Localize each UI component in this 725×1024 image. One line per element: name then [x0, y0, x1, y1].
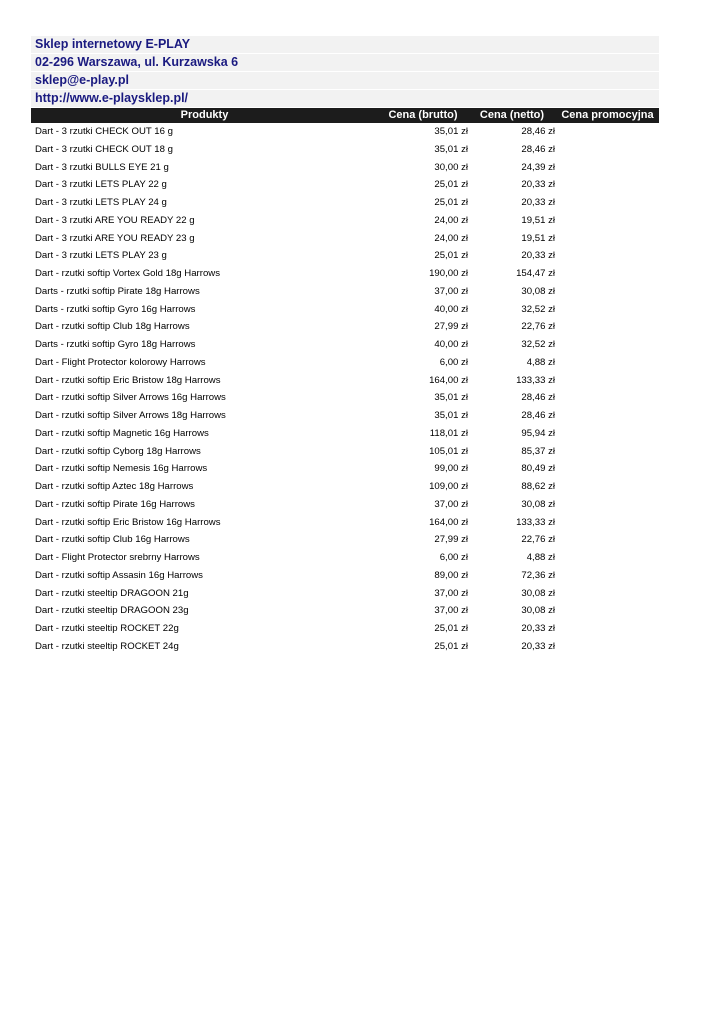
price-net-cell: 4,88 zł [526, 552, 555, 563]
promo-price-cell [555, 141, 659, 159]
table-row [31, 283, 659, 301]
price-net-cell: 80,49 zł [521, 463, 555, 475]
price-gross-cell: 109,00 zł [429, 481, 468, 492]
product-name-cell: Dart - 3 rzutki BULLS EYE 21 g [35, 161, 169, 173]
promo-price-cell [555, 336, 659, 354]
table-row [31, 425, 659, 443]
table-row [31, 123, 659, 141]
price-gross-cell: 25,01 zł [434, 623, 468, 634]
table-row [31, 336, 659, 354]
promo-price-cell [555, 425, 659, 443]
price-gross-cell: 37,00 zł [434, 587, 468, 599]
product-name-cell: Dart - rzutki softip Magnetic 16g Harrows [35, 427, 209, 439]
shop-email: sklep@e-play.pl [31, 72, 659, 89]
table-row [31, 514, 659, 532]
price-net-cell: 32,52 zł [521, 339, 555, 350]
price-net-cell: 30,08 zł [521, 587, 555, 599]
product-name-cell: Dart - rzutki softip Club 18g Harrows [35, 321, 190, 333]
price-net-cell: 133,33 zł [516, 516, 555, 528]
price-gross-cell: 118,01 zł [429, 427, 468, 439]
price-gross-cell: 35,01 zł [434, 410, 468, 421]
price-gross-cell: 24,00 zł [434, 232, 468, 244]
price-gross-cell: 40,00 zł [434, 339, 468, 350]
promo-price-cell [555, 460, 659, 478]
price-gross-cell: 25,01 zł [434, 640, 468, 652]
product-name-cell: Dart - rzutki softip Assasin 16g Harrows [35, 569, 203, 581]
product-name-cell: Darts - rzutki softip Pirate 18g Harrows [35, 285, 200, 297]
price-gross-cell: 6,00 zł [439, 356, 468, 368]
product-name-cell: Dart - 3 rzutki CHECK OUT 18 g [35, 143, 173, 155]
table-row [31, 194, 659, 212]
table-row [31, 478, 659, 496]
price-net-cell: 85,37 zł [521, 445, 555, 457]
promo-price-cell [555, 585, 659, 603]
price-net-cell: 24,39 zł [521, 161, 555, 173]
product-name-cell: Dart - 3 rzutki ARE YOU READY 22 g [35, 214, 195, 226]
table-row [31, 567, 659, 585]
promo-price-cell [555, 407, 659, 425]
price-gross-cell: 105,01 zł [429, 445, 468, 457]
price-gross-cell: 40,00 zł [434, 303, 468, 315]
product-name-cell: Dart - 3 rzutki LETS PLAY 24 g [35, 197, 167, 208]
table-row [31, 443, 659, 461]
column-header-products: Produkty [180, 109, 229, 121]
table-header [31, 108, 659, 123]
promo-price-cell [555, 496, 659, 514]
price-net-cell: 72,36 zł [521, 569, 555, 581]
promo-price-cell [555, 478, 659, 496]
table-row [31, 549, 659, 567]
price-gross-cell: 35,01 zł [434, 143, 468, 155]
product-name-cell: Dart - rzutki softip Eric Bristow 16g Harrows [35, 516, 221, 528]
price-net-cell: 20,33 zł [521, 623, 555, 634]
table-row [31, 638, 659, 656]
price-gross-cell: 164,00 zł [429, 516, 468, 528]
product-name-cell: Dart - 3 rzutki ARE YOU READY 23 g [35, 232, 195, 244]
price-net-cell: 19,51 zł [521, 232, 555, 244]
price-gross-cell: 27,99 zł [434, 534, 468, 546]
price-gross-cell: 37,00 zł [434, 605, 468, 617]
product-name-cell: Dart - rzutki softip Cyborg 18g Harrows [35, 445, 201, 457]
promo-price-cell [555, 354, 659, 372]
promo-price-cell [555, 123, 659, 141]
table-row [31, 301, 659, 319]
price-net-cell: 88,62 zł [521, 481, 555, 492]
promo-price-cell [555, 247, 659, 265]
price-gross-cell: 30,00 zł [434, 161, 468, 173]
product-name-cell: Dart - rzutki softip Pirate 16g Harrows [35, 498, 195, 510]
product-name-cell: Dart - rzutki softip Silver Arrows 16g Harrows [35, 392, 226, 404]
product-name-cell: Dart - rzutki steeltip ROCKET 24g [35, 640, 179, 652]
table-row [31, 407, 659, 425]
promo-price-cell [555, 159, 659, 177]
price-net-cell: 20,33 zł [521, 197, 555, 208]
price-net-cell: 22,76 zł [521, 321, 555, 333]
price-net-cell: 4,88 zł [526, 356, 555, 368]
promo-price-cell [555, 602, 659, 620]
column-header-price-net: Cena (netto) [479, 109, 545, 121]
price-net-cell: 19,51 zł [521, 214, 555, 226]
promo-price-cell [555, 212, 659, 230]
price-net-cell: 20,33 zł [521, 179, 555, 191]
table-row [31, 354, 659, 372]
table-row [31, 141, 659, 159]
product-name-cell: Dart - rzutki softip Silver Arrows 18g Harrows [35, 410, 226, 421]
price-gross-cell: 37,00 zł [434, 285, 468, 297]
price-net-cell: 20,33 zł [521, 250, 555, 262]
product-name-cell: Dart - rzutki steeltip DRAGOON 21g [35, 587, 189, 599]
shop-website: http://www.e-playsklep.pl/ [31, 90, 659, 107]
price-gross-cell: 164,00 zł [429, 374, 468, 386]
promo-price-cell [555, 514, 659, 532]
product-name-cell: Dart - rzutki softip Vortex Gold 18g Harrows [35, 268, 221, 279]
product-name-cell: Dart - rzutki softip Club 16g Harrows [35, 534, 190, 546]
product-name-cell: Dart - Flight Protector kolorowy Harrows [35, 356, 206, 368]
product-name-cell: Dart - 3 rzutki CHECK OUT 16 g [35, 126, 173, 137]
promo-price-cell [555, 638, 659, 656]
product-name-cell: Darts - rzutki softip Gyro 18g Harrows [35, 339, 196, 350]
promo-price-cell [555, 176, 659, 194]
promo-price-cell [555, 194, 659, 212]
promo-price-cell [555, 443, 659, 461]
price-net-cell: 30,08 zł [521, 498, 555, 510]
price-gross-cell: 35,01 zł [434, 392, 468, 404]
promo-price-cell [555, 265, 659, 283]
product-name-cell: Dart - rzutki softip Nemesis 16g Harrows [35, 463, 208, 475]
promo-price-cell [555, 230, 659, 248]
table-row [31, 265, 659, 283]
table-body [31, 123, 659, 656]
table-row [31, 372, 659, 390]
price-net-cell: 28,46 zł [521, 126, 555, 137]
product-name-cell: Dart - Flight Protector srebrny Harrows [35, 552, 200, 563]
price-gross-cell: 37,00 zł [434, 498, 468, 510]
price-gross-cell: 25,01 zł [434, 250, 468, 262]
price-net-cell: 30,08 zł [521, 605, 555, 617]
table-row [31, 460, 659, 478]
price-gross-cell: 99,00 zł [434, 463, 468, 475]
product-name-cell: Dart - rzutki softip Aztec 18g Harrows [35, 481, 194, 492]
table-row [31, 602, 659, 620]
price-gross-cell: 35,01 zł [434, 126, 468, 137]
product-name-cell: Dart - 3 rzutki LETS PLAY 22 g [35, 179, 167, 191]
price-net-cell: 20,33 zł [521, 640, 555, 652]
price-gross-cell: 89,00 zł [434, 569, 468, 581]
promo-price-cell [555, 318, 659, 336]
promo-price-cell [555, 301, 659, 319]
price-gross-cell: 24,00 zł [434, 214, 468, 226]
price-net-cell: 154,47 zł [516, 268, 555, 279]
price-gross-cell: 6,00 zł [439, 552, 468, 563]
price-gross-cell: 190,00 zł [429, 268, 468, 279]
column-header-promo-price: Cena promocyjna [561, 109, 654, 121]
product-name-cell: Dart - rzutki steeltip DRAGOON 23g [35, 605, 189, 617]
table-row [31, 620, 659, 638]
table-row [31, 389, 659, 407]
price-net-cell: 22,76 zł [521, 534, 555, 546]
promo-price-cell [555, 531, 659, 549]
table-row [31, 247, 659, 265]
price-net-cell: 95,94 zł [521, 427, 555, 439]
price-gross-cell: 25,01 zł [434, 197, 468, 208]
price-net-cell: 133,33 zł [516, 374, 555, 386]
promo-price-cell [555, 567, 659, 585]
product-name-cell: Darts - rzutki softip Gyro 16g Harrows [35, 303, 196, 315]
table-row [31, 159, 659, 177]
table-row [31, 496, 659, 514]
promo-price-cell [555, 389, 659, 407]
product-name-cell: Dart - rzutki softip Eric Bristow 18g Harrows [35, 374, 221, 386]
price-net-cell: 28,46 zł [521, 410, 555, 421]
price-gross-cell: 25,01 zł [434, 179, 468, 191]
table-row [31, 176, 659, 194]
table-row [31, 318, 659, 336]
table-row [31, 585, 659, 603]
promo-price-cell [555, 372, 659, 390]
promo-price-cell [555, 283, 659, 301]
product-name-cell: Dart - 3 rzutki LETS PLAY 23 g [35, 250, 167, 262]
price-gross-cell: 27,99 zł [434, 321, 468, 333]
table-row [31, 531, 659, 549]
promo-price-cell [555, 620, 659, 638]
product-name-cell: Dart - rzutki steeltip ROCKET 22g [35, 623, 179, 634]
shop-name: Sklep internetowy E-PLAY [31, 36, 659, 53]
table-row [31, 212, 659, 230]
price-net-cell: 32,52 zł [521, 303, 555, 315]
price-net-cell: 28,46 zł [521, 392, 555, 404]
shop-address: 02-296 Warszawa, ul. Kurzawska 6 [31, 54, 659, 71]
column-header-price-gross: Cena (brutto) [388, 109, 458, 121]
price-net-cell: 30,08 zł [521, 285, 555, 297]
price-list-document [31, 36, 659, 656]
price-net-cell: 28,46 zł [521, 143, 555, 155]
promo-price-cell [555, 549, 659, 567]
table-row [31, 230, 659, 248]
